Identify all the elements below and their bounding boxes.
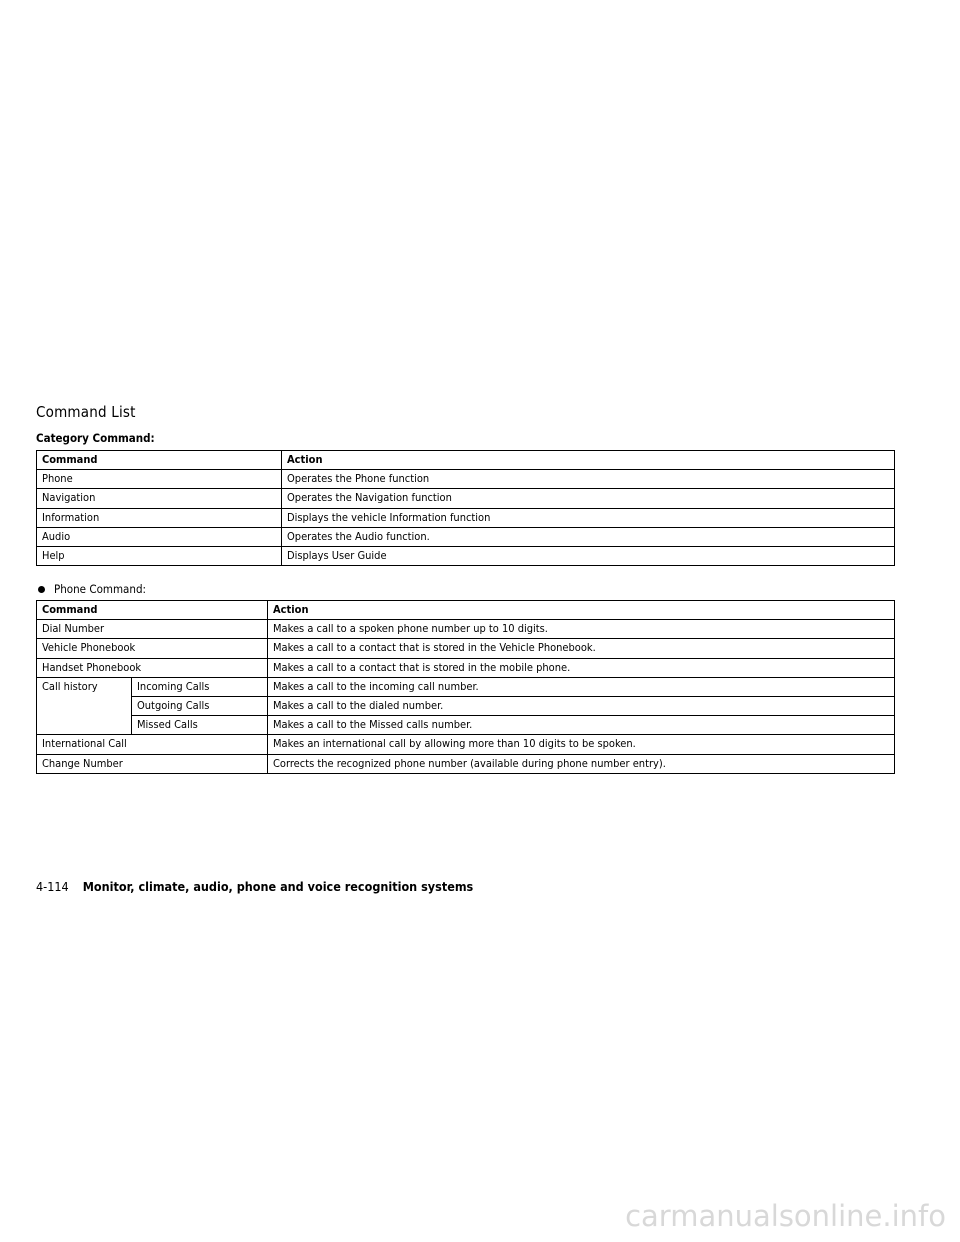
table-row bbox=[37, 754, 895, 773]
table-row bbox=[37, 489, 895, 508]
subcommand-cell: Incoming Calls bbox=[132, 677, 268, 696]
table-row bbox=[37, 696, 895, 715]
phone-command-table bbox=[36, 600, 895, 774]
action-cell: Makes a call to the Missed calls number. bbox=[268, 716, 895, 735]
category-command-heading: Category Command: bbox=[36, 431, 155, 445]
subcommand-cell: Outgoing Calls bbox=[132, 696, 268, 715]
action-cell: Displays the vehicle Information function bbox=[282, 508, 895, 527]
phone-command-heading bbox=[36, 582, 146, 596]
page-number: 4-114 bbox=[36, 879, 69, 894]
table-row bbox=[37, 470, 895, 489]
action-cell: Makes an international call by allowing more than 10 digits to be spoken. bbox=[268, 735, 895, 754]
subcommand-cell: Missed Calls bbox=[132, 716, 268, 735]
action-cell: Displays User Guide bbox=[282, 546, 895, 565]
action-cell: Makes a call to the incoming call number. bbox=[268, 677, 895, 696]
table-row bbox=[37, 508, 895, 527]
column-header-action: Action bbox=[282, 451, 895, 470]
action-cell: Operates the Navigation function bbox=[282, 489, 895, 508]
command-cell: Phone bbox=[37, 470, 282, 489]
table-row bbox=[37, 620, 895, 639]
action-cell: Makes a call to a spoken phone number up to 10 digits. bbox=[268, 620, 895, 639]
command-cell: Change Number bbox=[37, 754, 268, 773]
command-cell: Handset Phonebook bbox=[37, 658, 268, 677]
command-cell: Audio bbox=[37, 527, 282, 546]
table-row bbox=[37, 735, 895, 754]
table-row bbox=[37, 546, 895, 565]
table-row bbox=[37, 527, 895, 546]
action-cell: Makes a call to the dialed number. bbox=[268, 696, 895, 715]
watermark: carmanualsonline.info bbox=[625, 1199, 946, 1233]
table-header-row bbox=[37, 451, 895, 470]
page-title: Command List bbox=[36, 403, 136, 421]
table-row bbox=[37, 716, 895, 735]
action-cell: Operates the Phone function bbox=[282, 470, 895, 489]
command-cell: Dial Number bbox=[37, 620, 268, 639]
column-header-command: Command bbox=[37, 601, 268, 620]
column-header-command: Command bbox=[37, 451, 282, 470]
page-footer bbox=[36, 879, 473, 894]
action-cell: Corrects the recognized phone number (available during phone number entry). bbox=[268, 754, 895, 773]
command-cell: Vehicle Phonebook bbox=[37, 639, 268, 658]
command-cell: Navigation bbox=[37, 489, 282, 508]
table-row bbox=[37, 639, 895, 658]
table-row bbox=[37, 658, 895, 677]
command-cell: Information bbox=[37, 508, 282, 527]
footer-section-title: Monitor, climate, audio, phone and voice recognition systems bbox=[82, 879, 474, 894]
column-header-action: Action bbox=[268, 601, 895, 620]
bullet-icon bbox=[38, 586, 45, 593]
table-header-row bbox=[37, 601, 895, 620]
call-history-cell: Call history bbox=[37, 677, 132, 735]
action-cell: Makes a call to a contact that is stored in the Vehicle Phonebook. bbox=[268, 639, 895, 658]
action-cell: Operates the Audio function. bbox=[282, 527, 895, 546]
table-row bbox=[37, 677, 895, 696]
command-cell: International Call bbox=[37, 735, 268, 754]
action-cell: Makes a call to a contact that is stored in the mobile phone. bbox=[268, 658, 895, 677]
command-cell: Help bbox=[37, 546, 282, 565]
category-command-table bbox=[36, 450, 895, 566]
phone-command-heading-text: Phone Command: bbox=[54, 582, 147, 596]
